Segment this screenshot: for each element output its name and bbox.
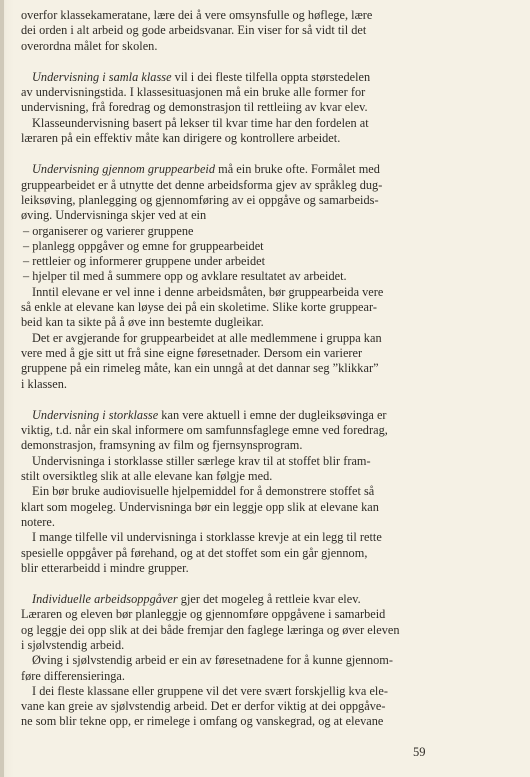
line-text: I mange tilfelle vil undervisninga i storklasse krevje at ein legg til rette [32,530,382,545]
line-text: Ein bør bruke audiovisuelle hjelpemiddel for å demonstrere stoffet så [32,484,375,499]
text-line [21,208,513,223]
list-item [21,254,513,269]
line-text: gruppearbeidet er å utnytte det denne arbeidsforma gjev av språkleg dug- [21,177,383,192]
text-line [21,70,513,85]
line-text: – organiserer og varierer gruppene [23,223,194,238]
text-line [21,623,513,638]
paragraph-gap [21,392,513,408]
line-text: undervisning, frå foredrag og demonstrasjon til rettleiing av kvar elev. [21,100,368,115]
text-line [21,131,513,146]
line-text: og leggje dei opp slik at dei både fremjar den faglege læringa og øver eleven [21,622,400,637]
line-text: demonstrasjon, framsyning av film og fjernsynsprogram. [21,438,303,453]
text-line [21,500,513,515]
page-number: 59 [413,745,426,759]
text-line [21,515,513,530]
text-line [21,592,513,607]
paragraph [21,408,513,576]
body-text [21,8,513,730]
text-line [21,423,513,438]
line-text: av undervisningstida. I klassesituasjonen må ein bruke alle former for [21,85,366,100]
line-text: notere. [21,514,55,529]
text-line [21,484,513,499]
line-text: øving. Undervisninga skjer ved at ein [21,208,207,223]
text-line [21,638,513,653]
text-line [21,361,513,376]
text-line [21,285,513,300]
italic-heading: Undervisning i storklasse [32,407,159,422]
text-line [21,469,513,484]
line-text: Inntil elevane er vel inne i denne arbeidsmåten, bør gruppearbeida vere [32,284,384,299]
text-line [21,346,513,361]
line-text: overfor klassekameratane, lære dei å vere omsynsfulle og høflege, lære [21,8,373,22]
line-text: – planlegg oppgåver og emne for gruppearbeidet [23,238,264,253]
line-text: Klasseundervisning basert på lekser til kvar time har den fordelen at [32,115,369,130]
italic-heading: Individuelle arbeidsoppgåver [32,592,178,607]
line-text: kan vere aktuell i emne der dugleiksøvinga er [158,407,387,422]
text-line [21,100,513,115]
text-line [21,300,513,315]
line-text: så enkle at elevane kan løyse dei på ein skoletime. Slike korte gruppear- [21,300,377,315]
paragraph-gap [21,54,513,70]
line-text: Undervisninga i storklasse stiller særlege krav til at stoffet blir fram- [32,453,371,468]
text-line [21,607,513,622]
text-line [21,408,513,423]
line-text: leiksøving, planlegging og gjennomføring av ei oppgåve og samarbeids- [21,192,379,207]
paragraph [21,70,513,146]
line-text: Læraren og eleven bør planleggje og gjennomføre oppgåvene i samarbeid [21,607,386,622]
text-line [21,561,513,576]
list-item [21,224,513,239]
paragraph-gap [21,576,513,592]
line-text: ne som blir tekne opp, er rimelege i omfang og vanskegrad, og at elevane [21,714,384,729]
line-text: gruppene på ein rimeleg måte, kan ein unngå at det dannar seg ”klikkar” [21,361,379,376]
line-text: Øving i sjølvstendig arbeid er ein av føresetnadene for å kunne gjennom- [32,653,394,668]
text-line [21,23,513,38]
text-line [21,39,513,54]
text-line [21,530,513,545]
text-line [21,669,513,684]
line-text: vil i dei fleste tilfella oppta størstedelen [171,69,371,84]
text-line [21,714,513,729]
text-line [21,377,513,392]
list-item [21,239,513,254]
text-line [21,315,513,330]
list-item [21,269,513,284]
text-line [21,653,513,668]
page-binding-edge [0,0,4,777]
line-text: læraren på ein effektiv måte kan dirigere og kontrollere arbeidet. [21,131,341,146]
line-text: vane kan greie av sjølvstendig arbeid. Det er derfor viktig at dei oppgåve- [21,699,386,714]
line-text: beid kan ta sikte på å øve inn bestemte dugleikar. [21,315,264,330]
line-text: blir etterarbeidd i mindre grupper. [21,560,189,575]
line-text: i klassen. [21,376,67,391]
line-text: føre differensieringa. [21,668,126,683]
paragraph-gap [21,146,513,162]
line-text: vere med å gje sitt ut frå sine eigne føresetnader. Dersom ein varierer [21,345,363,360]
text-line [21,438,513,453]
text-line [21,546,513,561]
line-text: må ein bruke ofte. Formålet med [215,162,380,177]
text-line [21,193,513,208]
line-text: Det er avgjerande for gruppearbeidet at alle medlemmene i gruppa kan [32,330,382,345]
text-line [21,699,513,714]
text-line [21,162,513,177]
line-text: stilt oversiktleg slik at alle elevane kan følgje med. [21,469,273,484]
line-text: gjer det mogeleg å rettleie kvar elev. [177,592,361,607]
paragraph [21,8,513,54]
line-text: – rettleier og informerer gruppene under arbeidet [23,254,266,269]
line-text: I dei fleste klassane eller gruppene vil det vere svært forskjellig kva ele- [32,683,388,698]
line-text: klart som mogeleg. Undervisninga bør ein leggje opp slik at elevane kan [21,499,379,514]
line-text: dei orden i alt arbeid og gode arbeidsvanar. Ein viser for så vidt til det [21,23,367,38]
italic-heading: Undervisning gjennom gruppearbeid [32,162,216,177]
italic-heading: Undervisning i samla klasse [32,69,172,84]
text-line [21,8,513,23]
line-text: i sjølvstendig arbeid. [21,637,125,652]
text-line [21,85,513,100]
text-line [21,454,513,469]
text-line [21,178,513,193]
paragraph [21,592,513,730]
paragraph [21,162,513,391]
line-text: spesielle oppgåver på førehand, og at det stoffet som ein går gjennom, [21,545,368,560]
text-line [21,684,513,699]
line-text: – hjelper til med å summere opp og avklare resultatet av arbeidet. [23,269,347,284]
line-text: viktig, t.d. når ein skal informere om samfunnsfaglege emne ved foredrag, [21,423,388,438]
text-line [21,331,513,346]
line-text: overordna målet for skolen. [21,38,158,53]
text-line [21,116,513,131]
